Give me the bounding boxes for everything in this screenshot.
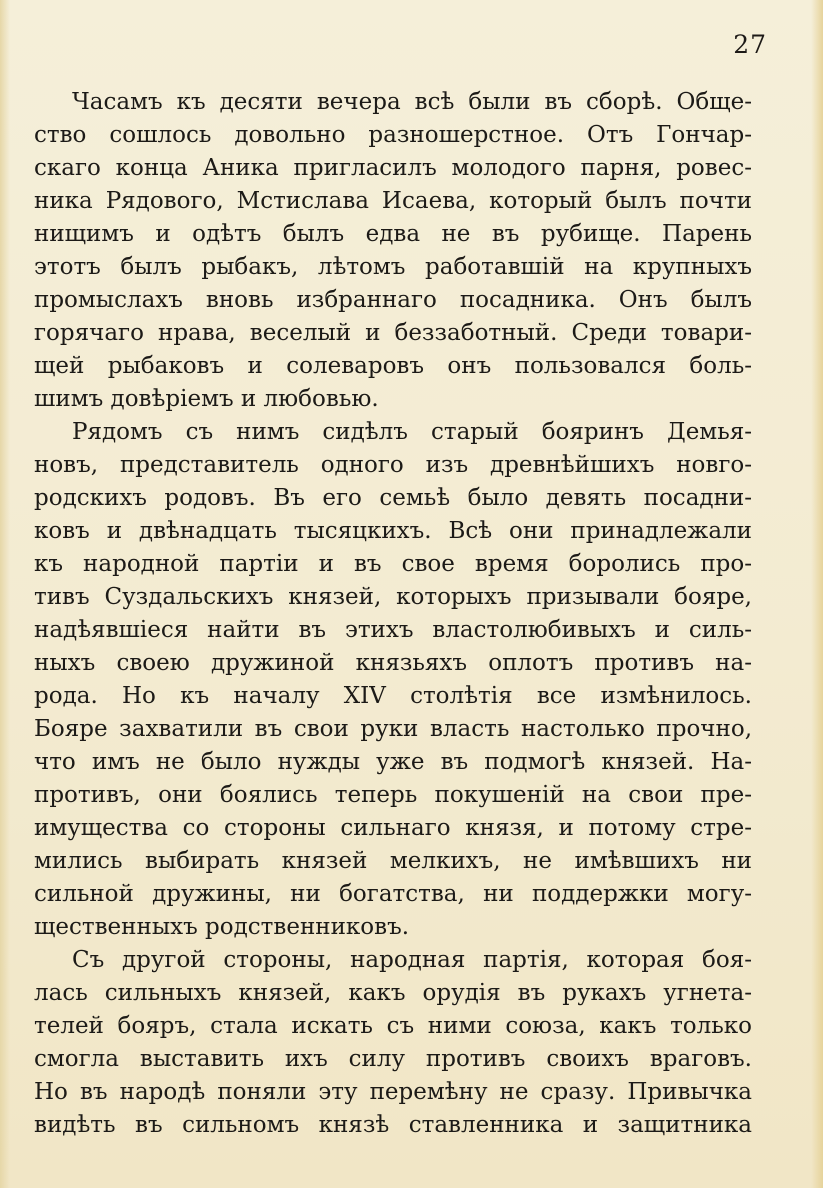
page-number: 27 (733, 30, 767, 59)
text-line: промыслахъ вновь избраннаго посадника. Онъ былъ (34, 287, 752, 313)
text-line: этотъ былъ рыбакъ, лѣтомъ работавшій на крупныхъ (34, 254, 752, 280)
text-line: Часамъ къ десяти вечера всѣ были въ сборѣ. Обще- (72, 89, 752, 115)
text-line: телей бояръ, стала искать съ ними союза, какъ только (34, 1013, 752, 1039)
text-line: родскихъ родовъ. Въ его семьѣ было девять посадни- (34, 485, 752, 511)
text-line: Бояре захватили въ свои руки власть настолько прочно, (34, 716, 752, 742)
page-edge-shadow-left (0, 0, 10, 1188)
body-text (34, 86, 752, 1142)
text-line: рода. Но къ началу XIV столѣтія все измѣнилось. (34, 683, 752, 709)
text-line: скаго конца Аника пригласилъ молодого парня, ровес- (34, 155, 752, 181)
text-line: къ народной партіи и въ свое время боролись про- (34, 551, 752, 577)
text-line: видѣть въ сильномъ князѣ ставленника и защитника (34, 1112, 752, 1138)
page-edge-shadow-right (811, 0, 823, 1188)
text-line: щественныхъ родственниковъ. (34, 914, 410, 940)
text-line: надѣявшіеся найти въ этихъ властолюбивыхъ и силь- (34, 617, 752, 643)
text-line: что имъ не было нужды уже въ подмогѣ князей. На- (34, 749, 752, 775)
text-line: горячаго нрава, веселый и беззаботный. Среди товари- (34, 320, 752, 346)
text-line: лась сильныхъ князей, какъ орудія въ рукахъ угнета- (34, 980, 752, 1006)
text-line: мились выбирать князей мелкихъ, не имѣвшихъ ни (34, 848, 752, 874)
text-line: противъ, они боялись теперь покушеній на свои пре- (34, 782, 752, 808)
text-line: новъ, представитель одного изъ древнѣйшихъ новго- (34, 452, 752, 478)
text-line: ство сошлось довольно разношерстное. Отъ Гончар- (34, 122, 752, 148)
text-line: ника Рядового, Мстислава Исаева, который былъ почти (34, 188, 752, 214)
text-line: тивъ Суздальскихъ князей, которыхъ призывали бояре, (34, 584, 752, 610)
text-line: имущества со стороны сильнаго князя, и потому стре- (34, 815, 752, 841)
text-line: ковъ и двѣнадцать тысяцкихъ. Всѣ они принадлежали (34, 518, 752, 544)
text-line: Съ другой стороны, народная партія, которая боя- (72, 947, 752, 973)
text-line: Рядомъ съ нимъ сидѣлъ старый бояринъ Демья- (72, 419, 752, 445)
text-line: шимъ довѣріемъ и любовью. (34, 386, 379, 412)
text-line: сильной дружины, ни богатства, ни поддержки могу- (34, 881, 752, 907)
text-line: щей рыбаковъ и солеваровъ онъ пользовался боль- (34, 353, 752, 379)
text-line: ныхъ своею дружиной князьяхъ оплотъ противъ на- (34, 650, 752, 676)
text-line: нищимъ и одѣтъ былъ едва не въ рубище. Парень (34, 221, 752, 247)
text-line: Но въ народѣ поняли эту перемѣну не сразу. Привычка (34, 1079, 752, 1105)
text-line: смогла выставить ихъ силу противъ своихъ враговъ. (34, 1046, 752, 1072)
